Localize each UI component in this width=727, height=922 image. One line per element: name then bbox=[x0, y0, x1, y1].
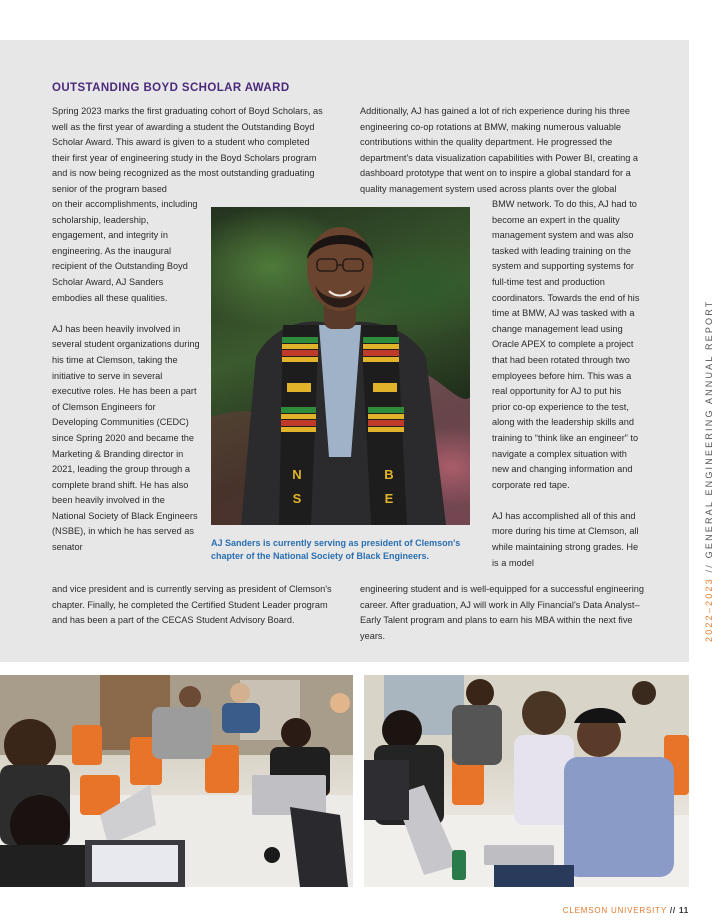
students-classroom-photo-left bbox=[0, 675, 353, 887]
students-classroom-photo-right bbox=[364, 675, 689, 887]
report-title: GENERAL ENGINEERING ANNUAL REPORT bbox=[704, 299, 714, 559]
paragraph: and vice president and is currently serving as president of Clemson's chapter. Finally, he completed the Certified Student Leader program and has been a part of the CECAS Student Advisory Board. bbox=[52, 584, 332, 626]
portrait-illustration bbox=[211, 207, 470, 525]
classroom-illustration bbox=[364, 675, 689, 887]
left-bottom-text bbox=[52, 582, 337, 629]
stole-letter: E bbox=[384, 491, 394, 506]
paragraph: Spring 2023 marks the first graduating cohort of Boyd Scholars, as well as the first year of awarding a student the Outstanding Boyd Scholar Award. This award is given to a student who completed their first year of engineering study in the Boyd Scholars program and is now being recognized as the most outstanding graduating senior of the program based bbox=[52, 106, 323, 194]
classroom-illustration bbox=[0, 675, 353, 887]
report-sidebar-label bbox=[704, 300, 714, 642]
separator: // bbox=[669, 906, 676, 915]
footer-university: CLEMSON UNIVERSITY bbox=[562, 906, 667, 915]
separator: // bbox=[704, 563, 714, 573]
stole-letter: B bbox=[384, 467, 394, 482]
report-year: 2022–2023 bbox=[704, 577, 714, 642]
left-intro-text bbox=[52, 104, 327, 198]
section-heading: OUTSTANDING BOYD SCHOLAR AWARD bbox=[52, 82, 290, 94]
portrait-photo bbox=[211, 207, 470, 525]
right-bottom-text bbox=[360, 582, 645, 644]
paragraph: BMW network. To do this, AJ had to become an expert in the quality management system and was also tasked with leading training on the system and supporting systems for full-time test and production coordinators. Towards the end of his time at BMW, AJ was tasked with a change management lead using Oracle APEX to complete a project that had been rotated through two employees before him. This was a real opportunity for AJ to put his prior co-op experience to the test, along with the leadership skills and training to “think like an engineer” to navigate a complex situation with new and changing information and corporate red tape. bbox=[492, 199, 640, 490]
photo-caption: AJ Sanders is currently serving as president of Clemson's chapter of the National Society of Black Engineers. bbox=[211, 538, 461, 561]
paragraph: AJ has accomplished all of this and more during his time at Clemson, all while maintaining strong grades. He is a model bbox=[492, 510, 639, 568]
page-number: 11 bbox=[678, 906, 689, 915]
paragraph: engineering student and is well-equipped for a successful engineering career. After graduation, AJ will work in Ally Financial's Data Analyst–Early Talent program and plans to earn his MBA within the next five years. bbox=[360, 584, 644, 641]
right-top-text bbox=[360, 104, 640, 198]
left-narrow-column bbox=[52, 197, 200, 556]
paragraph: on their accomplishments, including scholarship, leadership, engagement, and integrity in engineering. As the inaugural recipient of the Outstanding Boyd Scholar Award, AJ Sanders embodies all these qualities. bbox=[52, 199, 198, 303]
paragraph: AJ has been heavily involved in several student organizations during his time at Clemson, taking the initiative to serve in several executive roles. He has been a part of Clemson Engineers for Developing Communities (CEDC) since Spring 2020 and became the Marketing & Branding director in 2021, leading the group through a complete brand shift. He has also been heavily involved in the National Society of Black Engineers (NSBE), in which he has served as senator bbox=[52, 323, 200, 553]
page-footer bbox=[563, 906, 689, 915]
right-narrow-column bbox=[492, 197, 640, 571]
stole-letter: S bbox=[292, 491, 302, 506]
stole-letter: N bbox=[292, 467, 302, 482]
paragraph: Additionally, AJ has gained a lot of rich experience during his three engineering co-op rotations at BMW, making numerous valuable contributions within the quality department. He progressed the department's data visualization capabilities with Power BI, creating a dashboard prototype that went on to inspire a global standard for a quality management system used across plants over the global bbox=[360, 106, 639, 194]
